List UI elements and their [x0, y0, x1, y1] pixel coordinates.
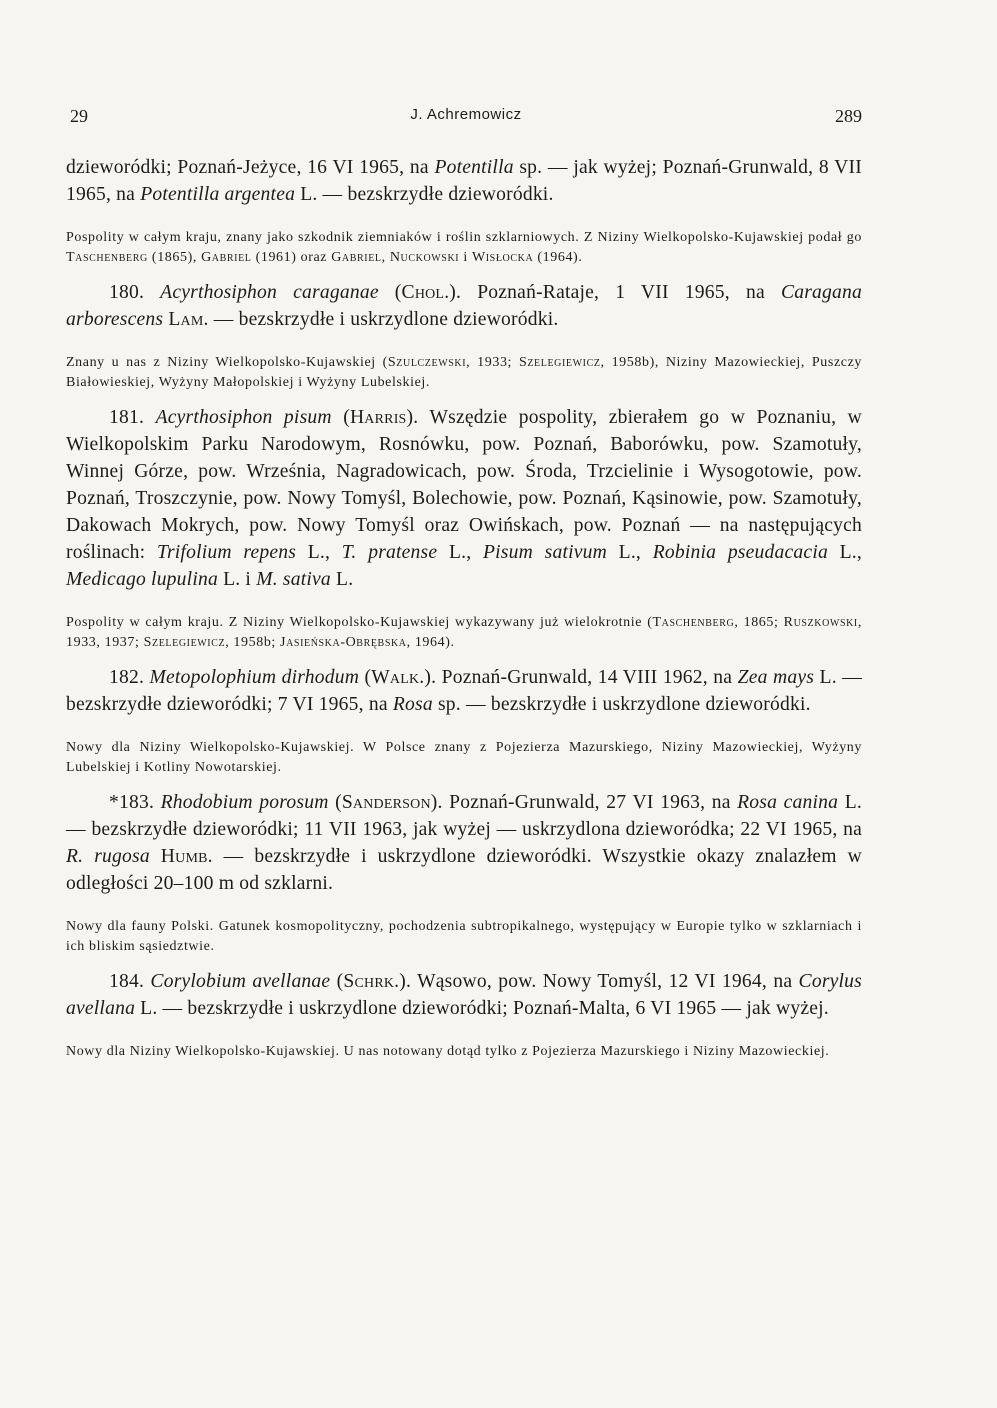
- author-name: Gabriel, Nuckowski: [331, 250, 460, 265]
- author-name: Wisłocka: [471, 250, 534, 265]
- author-name: Gabriel: [201, 250, 252, 265]
- taxon-name: Potentilla: [434, 157, 514, 178]
- species-entry-182: 182. Metopolophium dirhodum (Walk.). Poznań-Grunwald, 14 VIII 1962, na Zea mays L. — bezskrzydłe dzieworódki; 7 VI 1965, na Rosa sp. — bezskrzydłe i uskrzydlone dzieworódki.: [66, 667, 863, 715]
- species-entry-180: 180. Acyrthosiphon caraganae (Chol.). Poznań-Rataje, 1 VII 1965, na Caragana arborescens Lam. — bezskrzydłe i uskrzydlone dzieworódki.: [66, 282, 863, 330]
- author-name: Taschenberg: [66, 250, 148, 265]
- page-number-left: 29: [70, 106, 88, 126]
- taxon-name: Medicago lupulina: [66, 569, 218, 590]
- species-name: Corylobium avellanae: [150, 971, 331, 992]
- taxon-name: R. rugosa: [66, 846, 150, 867]
- taxon-name: Rosa: [392, 694, 433, 715]
- author-name: Szulczewski: [387, 355, 467, 370]
- author-name: Harris: [349, 407, 407, 428]
- note-paragraph: Znany u nas z Niziny Wielkopolsko-Kujawskiej (Szulczewski, 1933; Szelegiewicz, 1958b), Niziny Mazowieckiej, Puszczy Białowieskiej, Wyżyny Małopolskiej i Wyżyny Lubelskiej.: [66, 355, 862, 390]
- taxon-name: Corylus avellana: [66, 971, 863, 1019]
- note-paragraph: Nowy dla Niziny Wielkopolsko-Kujawskiej. U nas notowany dotąd tylko z Pojezierza Mazurskiego i Niziny Mazowieckiej.: [66, 1044, 830, 1059]
- taxon-name: Trifolium repens: [156, 542, 297, 563]
- author-name: Szelegiewicz: [518, 355, 601, 370]
- note-paragraph: Pospolity w całym kraju. Z Niziny Wielkopolsko-Kujawskiej wykazywany już wielokrotnie (Taschenberg, 1865; Ruszkowski, 1933, 1937; Szelegiewicz, 1958b; Jasieńska-Obrębska, 1964).: [66, 615, 862, 650]
- species-name: Metopolophium dirhodum: [149, 667, 360, 688]
- paragraph-continued: dzieworódki; Poznań-Jeżyce, 16 VI 1965, na Potentilla sp. — jak wyżej; Poznań-Grunwald, 8 VII 1965, na Potentilla argentea L. — bezskrzydłe dzieworódki.: [66, 157, 862, 205]
- species-name: Acyrthosiphon pisum: [155, 407, 332, 428]
- author-name: Humb.: [160, 846, 213, 867]
- species-entry-184: 184. Corylobium avellanae (Schrk.). Wąsowo, pow. Nowy Tomyśl, 12 VI 1964, na Corylus avellana L. — bezskrzydłe i uskrzydlone dzieworódki; Poznań-Malta, 6 VI 1965 — jak wyżej.: [66, 971, 863, 1019]
- taxon-name: Potentilla argentea: [140, 184, 296, 205]
- author-name: Lam.: [168, 309, 209, 330]
- taxon-name: Zea mays: [737, 667, 815, 688]
- taxon-name: Pisum sativum: [482, 542, 607, 563]
- taxon-name: T. pratense: [341, 542, 438, 563]
- author-name: Sanderson: [341, 792, 431, 813]
- page-body: [66, 154, 862, 1062]
- note-paragraph: Nowy dla Niziny Wielkopolsko-Kujawskiej. W Polsce znany z Pojezierza Mazurskiego, Niziny Mazowieckiej, Wyżyny Lubelskiej i Kotliny Nowotarskiej.: [66, 740, 862, 775]
- taxon-name: Caragana arborescens: [66, 282, 863, 330]
- running-head-author: J. Achremowicz: [410, 106, 522, 123]
- author-name: Schrk.: [343, 971, 400, 992]
- author-name: Walk.: [371, 667, 425, 688]
- author-name: Ruszkowski: [783, 615, 858, 630]
- species-name: Acyrthosiphon caraganae: [160, 282, 379, 303]
- species-name: Rhodobium porosum: [160, 792, 329, 813]
- note-paragraph: Nowy dla fauny Polski. Gatunek kosmopolityczny, pochodzenia subtropikalnego, występujący w Europie tylko w szklarniach i ich bliskim sąsiedztwie.: [66, 919, 862, 954]
- author-name: Chol.: [401, 282, 450, 303]
- author-name: Taschenberg: [652, 615, 735, 630]
- species-entry-183: *183. Rhodobium porosum (Sanderson). Poznań-Grunwald, 27 VI 1963, na Rosa canina L. — bezskrzydłe dzieworódki; 11 VII 1963, jak wyżej — uskrzydlona dzieworódka; 22 VI 1965, na R. rugosa Humb. — bezskrzydłe i uskrzydlone dzieworódki. Wszystkie okazy znalazłem w odległości 20–100 m od szklarni.: [66, 792, 862, 894]
- author-name: Szelegiewicz: [143, 635, 226, 650]
- author-name: Jasieńska-Obrębska: [280, 635, 407, 650]
- taxon-name: Rosa canina: [737, 792, 839, 813]
- note-paragraph: Pospolity w całym kraju, znany jako szkodnik ziemniaków i roślin szklarniowych. Z Niziny Wielkopolsko-Kujawskiej podał go Taschenberg (1865), Gabriel (1961) oraz Gabriel, Nuckowski i Wisłocka (1964).: [66, 230, 862, 265]
- taxon-name: Robinia pseudacacia: [652, 542, 828, 563]
- page-number-right: 289: [835, 106, 862, 126]
- page-header: [70, 106, 862, 130]
- species-entry-181: 181. Acyrthosiphon pisum (Harris). Wszędzie pospolity, zbierałem go w Poznaniu, w Wielkopolskim Parku Narodowym, Rosnówku, pow. Poznań, Baborówku, pow. Szamotuły, Winnej Górze, pow. Września, Nagradowicach, pow. Środa, Trzcielinie i Wysogotowie, pow. Poznań, Troszczynie, pow. Nowy Tomyśl, Bolechowie, pow. Poznań, Kąsinowie, pow. Szamotuły, Dakowach Mokrych, pow. Nowy Tomyśl oraz Owińskach, pow. Poznań — na następujących roślinach: Trifolium repens L., T. pratense L., Pisum sativum L., Robinia pseudacacia L., Medicago lupulina L. i M. sativa L.: [66, 407, 863, 590]
- taxon-name: M. sativa: [256, 569, 331, 590]
